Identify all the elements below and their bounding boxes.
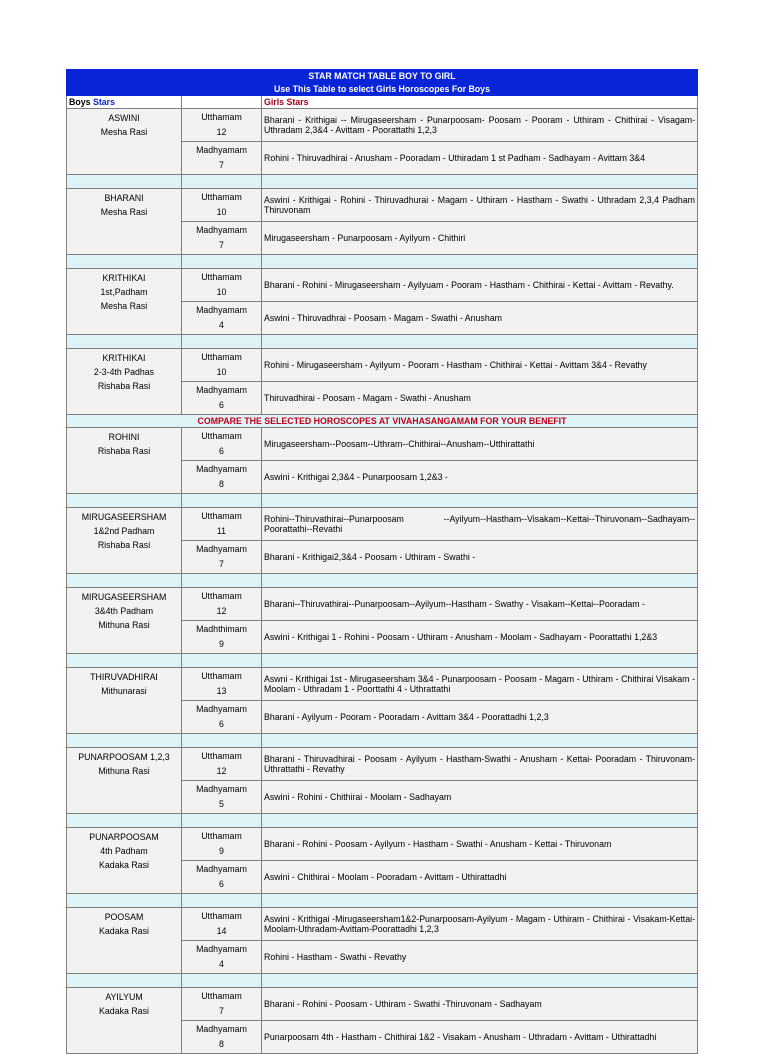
spacer-row (67, 335, 698, 349)
madhyamam-cell (182, 621, 262, 654)
table-row (67, 109, 698, 142)
table-row (67, 668, 698, 701)
boy-star-line: Kadaka Rasi (99, 926, 149, 936)
grade-label: Madhyamam (196, 544, 247, 554)
grade-count: 8 (219, 479, 224, 489)
boy-star-cell (67, 828, 182, 894)
madhyamam-cell (182, 1021, 262, 1054)
grade-label: Madhyamam (196, 385, 247, 395)
boy-star-cell (67, 988, 182, 1054)
spacer-cell (182, 255, 262, 269)
spacer-cell (67, 734, 182, 748)
spacer-cell (67, 494, 182, 508)
utthamam-cell (182, 588, 262, 621)
boy-star-line: PUNARPOOSAM (89, 832, 159, 842)
grade-label: Utthamam (201, 272, 242, 282)
madhyamam-cell (182, 142, 262, 175)
boy-star-line: MIRUGASEERSHAM (81, 592, 167, 602)
spacer-cell (262, 175, 698, 189)
utthamam-cell (182, 828, 262, 861)
boy-star-line: Mithuna Rasi (98, 620, 150, 630)
spacer-cell (182, 175, 262, 189)
spacer-cell (182, 894, 262, 908)
madhyamam-stars: Aswini - Chithirai - Moolam - Pooradam - Avittam - Uthirattadhi (262, 861, 698, 894)
spacer-cell (182, 335, 262, 349)
boy-star-line: BHARANI (104, 193, 144, 203)
grade-label: Utthamam (201, 112, 242, 122)
madhyamam-cell (182, 701, 262, 734)
boys-label: Boys (69, 97, 91, 107)
utthamam-stars: Mirugaseersham--Poosam--Uthram--Chithirai--Anusham--Utthirattathi (262, 428, 698, 461)
grade-count: 12 (216, 127, 227, 137)
boy-star-line: Kadaka Rasi (99, 860, 149, 870)
utthamam-cell (182, 189, 262, 222)
boy-star-line: Mithunarasi (101, 686, 147, 696)
stars-label: Stars (92, 97, 115, 107)
utthamam-stars: Bharani - Rohini - Poosam - Uthiram - Swathi -Thiruvonam - Sadhayam (262, 988, 698, 1021)
spacer-cell (67, 974, 182, 988)
madhyamam-cell (182, 941, 262, 974)
table-title: STAR MATCH TABLE BOY TO GIRL (67, 70, 698, 83)
utthamam-stars: Aswni - Krithigai 1st - Mirugaseersham 3&4 - Punarpoosam - Poosam - Magam - Uthiram - Chithirai Visakam - Moolam - Uthradam 1 - Poorttathi 4 - Uthrattathi (262, 668, 698, 701)
table-row (67, 588, 698, 621)
utthamam-cell (182, 668, 262, 701)
grade-count: 7 (219, 240, 224, 250)
spacer-cell (67, 175, 182, 189)
spacer-cell (67, 255, 182, 269)
grade-count: 9 (219, 846, 224, 856)
table-row (67, 189, 698, 222)
madhyamam-stars: Bharani - Ayilyum - Pooram - Pooradam - Avittam 3&4 - Poorattadhi 1,2,3 (262, 701, 698, 734)
grade-label: Madhyamam (196, 704, 247, 714)
madhyamam-stars: Thiruvadhirai - Poosam - Magam - Swathi - Anusham (262, 382, 698, 415)
grade-label: Utthamam (201, 991, 242, 1001)
madhyamam-cell (182, 302, 262, 335)
grade-count: 7 (219, 160, 224, 170)
grade-count: 6 (219, 400, 224, 410)
madhyamam-cell (182, 382, 262, 415)
boy-star-line: Mesha Rasi (100, 127, 148, 137)
grade-count: 6 (219, 719, 224, 729)
spacer-row (67, 255, 698, 269)
grade-label: Madhyamam (196, 305, 247, 315)
grade-label: Utthamam (201, 591, 242, 601)
utthamam-stars: Aswini - Krithigai - Rohini - Thiruvadhurai - Magam - Uthiram - Hastham - Swathi - Uthradam 2,3,4 Padham Thiruvonam (262, 189, 698, 222)
spacer-cell (67, 814, 182, 828)
boy-star-line: MIRUGASEERSHAM (81, 512, 167, 522)
madhyamam-stars: Rohini - Thiruvadhirai - Anusham - Pooradam - Uthiradam 1 st Padham - Sadhayam - Avittam 3&4 (262, 142, 698, 175)
spacer-row (67, 734, 698, 748)
utthamam-stars: Bharani - Krithigai -- Mirugaseersham - Punarpoosam- Poosam - Pooram - Uthiram - Chithirai - Visagam-Uthradam 2,3&4 - Avittam - Poorattathi 1,2,3 (262, 109, 698, 142)
utthamam-cell (182, 988, 262, 1021)
boy-star-line: Kadaka Rasi (99, 1006, 149, 1016)
grade-label: Madhyamam (196, 145, 247, 155)
grade-count: 5 (219, 799, 224, 809)
boy-star-cell (67, 908, 182, 974)
grade-header-blank (182, 96, 262, 109)
spacer-cell (262, 894, 698, 908)
grade-label: Utthamam (201, 831, 242, 841)
boy-star-cell (67, 748, 182, 814)
boy-star-line: ROHINI (108, 432, 140, 442)
utthamam-cell (182, 349, 262, 382)
table-row (67, 988, 698, 1021)
boy-star-line: Mesha Rasi (100, 301, 148, 311)
madhyamam-cell (182, 222, 262, 255)
spacer-cell (182, 814, 262, 828)
girls-stars-header: Girls Stars (262, 96, 698, 109)
grade-count: 6 (219, 879, 224, 889)
spacer-cell (182, 654, 262, 668)
grade-count: 8 (219, 1039, 224, 1049)
utthamam-stars: Rohini - Mirugaseersham - Ayilyum - Pooram - Hastham - Chithirai - Kettai - Avittam 3&4 - Revathy (262, 349, 698, 382)
madhyamam-stars: Bharani - Krithigai2,3&4 - Poosam - Uthiram - Swathi - (262, 541, 698, 574)
spacer-row (67, 654, 698, 668)
boy-star-line: PUNARPOOSAM 1,2,3 (78, 752, 170, 762)
spacer-cell (182, 734, 262, 748)
grade-count: 13 (216, 686, 227, 696)
grade-label: Utthamam (201, 192, 242, 202)
spacer-cell (262, 654, 698, 668)
madhyamam-cell (182, 861, 262, 894)
compare-banner: COMPARE THE SELECTED HOROSCOPES AT VIVAHASANGAMAM FOR YOUR BENEFIT (67, 415, 698, 428)
spacer-row (67, 814, 698, 828)
grade-count: 10 (216, 207, 227, 217)
spacer-cell (262, 335, 698, 349)
grade-count: 9 (219, 639, 224, 649)
utthamam-cell (182, 428, 262, 461)
grade-label: Madhyamam (196, 225, 247, 235)
boy-star-line: Mesha Rasi (100, 207, 148, 217)
boy-star-line: Rishaba Rasi (97, 540, 151, 550)
madhyamam-cell (182, 461, 262, 494)
boy-star-line: 1st,Padham (100, 287, 148, 297)
spacer-row (67, 894, 698, 908)
boy-star-line: 2-3-4th Padhas (93, 367, 155, 377)
spacer-cell (67, 335, 182, 349)
table-row (67, 508, 698, 541)
spacer-cell (182, 574, 262, 588)
boy-star-cell (67, 189, 182, 255)
spacer-cell (262, 974, 698, 988)
boy-star-cell (67, 269, 182, 335)
table-row (67, 349, 698, 382)
boy-star-line: THIRUVADHIRAI (90, 672, 158, 682)
boy-star-cell (67, 428, 182, 494)
grade-count: 10 (216, 367, 227, 377)
boy-star-cell (67, 109, 182, 175)
boy-star-line: Mithuna Rasi (98, 766, 150, 776)
utthamam-stars: Aswini - Krithigai -Mirugaseersham1&2-Punarpoosam-Ayilyum - Magam - Uthiram - Chithirai - Visakam-Kettai-Moolam-Uthradam-Avittam-Poorattadhi 1,2,3 (262, 908, 698, 941)
grade-count: 12 (216, 606, 227, 616)
madhyamam-cell (182, 541, 262, 574)
boy-star-cell (67, 508, 182, 574)
utthamam-stars: Bharani--Thiruvathirai--Punarpoosam--Ayilyum--Hastham - Swathy - Visakam--Kettai--Pooradam - (262, 588, 698, 621)
spacer-cell (262, 494, 698, 508)
grade-label: Madhyamam (196, 784, 247, 794)
table-row (67, 428, 698, 461)
madhyamam-stars: Aswini - Krithigai 2,3&4 - Punarpoosam 1,2&3 - (262, 461, 698, 494)
grade-label: Madhthimam (196, 624, 247, 634)
grade-count: 7 (219, 1006, 224, 1016)
banner-row (67, 415, 698, 428)
grade-label: Madhyamam (196, 944, 247, 954)
boy-star-cell (67, 349, 182, 415)
spacer-cell (67, 894, 182, 908)
utthamam-cell (182, 748, 262, 781)
utthamam-cell (182, 269, 262, 302)
spacer-row (67, 494, 698, 508)
grade-label: Utthamam (201, 671, 242, 681)
table-row (67, 269, 698, 302)
spacer-row (67, 974, 698, 988)
utthamam-stars: Bharani - Rohini - Poosam - Ayilyum - Hastham - Swathi - Anusham - Kettai - Thiruvonam (262, 828, 698, 861)
madhyamam-stars: Punarpoosam 4th - Hastham - Chithirai 1&2 - Visakam - Anusham - Uthradam - Avittam - Uthirattadhi (262, 1021, 698, 1054)
boy-star-line: Rishaba Rasi (97, 446, 151, 456)
spacer-row (67, 175, 698, 189)
madhyamam-stars: Rohini - Hastham - Swathi - Revathy (262, 941, 698, 974)
madhyamam-stars: Aswini - Krithigai 1 - Rohini - Poosam - Uthiram - Anusham - Moolam - Sadhayam - Poorattathi 1,2&3 (262, 621, 698, 654)
utthamam-stars: Rohini--Thiruvathirai--Punarpoosam --Ayilyum--Hastham--Visakam--Kettai--Thiruvonam--Sadhayam--Poorattathi--Revathi (262, 508, 698, 541)
grade-label: Madhyamam (196, 864, 247, 874)
utthamam-cell (182, 508, 262, 541)
grade-count: 10 (216, 287, 227, 297)
spacer-cell (262, 255, 698, 269)
table-row (67, 748, 698, 781)
utthamam-stars: Bharani - Rohini - Mirugaseersham - Ayilyuam - Pooram - Hastham - Chithirai - Kettai - Avittam - Revathy. (262, 269, 698, 302)
grade-label: Madhyamam (196, 464, 247, 474)
boy-star-line: KRITHIKAI (102, 273, 146, 283)
boy-star-cell (67, 668, 182, 734)
boy-star-line: Rishaba Rasi (97, 381, 151, 391)
boy-star-line: ASWINI (108, 113, 140, 123)
grade-label: Utthamam (201, 352, 242, 362)
grade-count: 6 (219, 446, 224, 456)
spacer-cell (262, 734, 698, 748)
boy-star-line: 3&4th Padham (94, 606, 154, 616)
spacer-cell (262, 814, 698, 828)
grade-count: 14 (216, 926, 227, 936)
grade-label: Utthamam (201, 751, 242, 761)
boy-star-line: 4th Padham (100, 846, 148, 856)
grade-count: 4 (219, 959, 224, 969)
spacer-cell (182, 494, 262, 508)
madhyamam-stars: Mirugaseersham - Punarpoosam - Ayilyum - Chithiri (262, 222, 698, 255)
star-match-table (66, 69, 698, 1054)
grade-count: 7 (219, 559, 224, 569)
spacer-row (67, 574, 698, 588)
boy-star-line: POOSAM (104, 912, 144, 922)
spacer-cell (67, 574, 182, 588)
boy-star-line: 1&2nd Padham (93, 526, 155, 536)
utthamam-cell (182, 908, 262, 941)
boy-star-line: KRITHIKAI (102, 353, 146, 363)
madhyamam-cell (182, 781, 262, 814)
grade-label: Utthamam (201, 511, 242, 521)
madhyamam-stars: Aswini - Rohini - Chithirai - Moolam - Sadhayam (262, 781, 698, 814)
boy-star-cell (67, 588, 182, 654)
grade-count: 4 (219, 320, 224, 330)
spacer-cell (182, 974, 262, 988)
grade-count: 12 (216, 766, 227, 776)
utthamam-stars: Bharani - Thiruvadhirai - Poosam - Ayilyum - Hastham-Swathi - Anusham - Kettai- Pooradam - Thiruvonam-Uthrattathi - Revathy (262, 748, 698, 781)
spacer-cell (262, 574, 698, 588)
grade-label: Madhyamam (196, 1024, 247, 1034)
spacer-cell (67, 654, 182, 668)
grade-label: Utthamam (201, 911, 242, 921)
boy-star-line: AYILYUM (105, 992, 143, 1002)
boys-stars-header (67, 96, 182, 109)
utthamam-cell (182, 109, 262, 142)
grade-count: 11 (216, 526, 227, 536)
table-subtitle: Use This Table to select Girls Horoscopes For Boys (67, 83, 698, 96)
table-row (67, 828, 698, 861)
madhyamam-stars: Aswini - Thiruvadhrai - Poosam - Magam - Swathi - Anusham (262, 302, 698, 335)
grade-label: Utthamam (201, 431, 242, 441)
table-row (67, 908, 698, 941)
